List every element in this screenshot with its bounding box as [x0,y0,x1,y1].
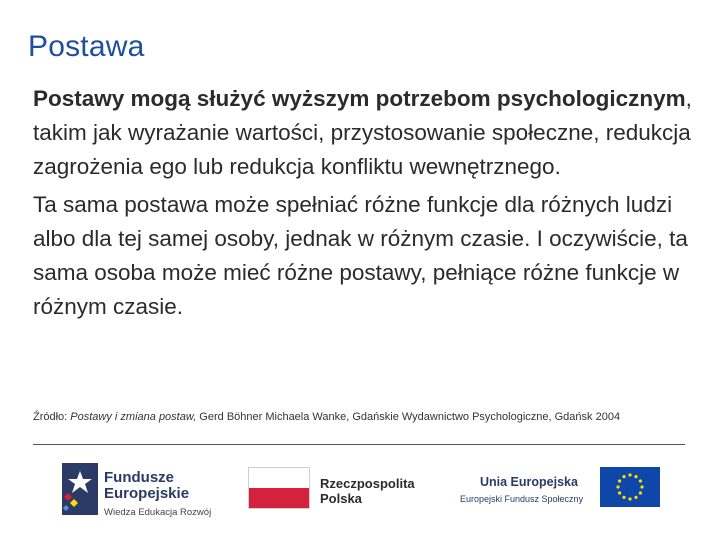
divider-line [33,444,685,445]
fundusze-star-icon [62,463,98,515]
rp-line-2: Polska [320,491,362,506]
eu-star-icon [634,475,637,478]
unia-europejska-logo [460,467,660,512]
source-title: Postawy i zmiana postaw, [70,411,197,423]
source-prefix: Źródło: [33,411,71,423]
rp-line-1: Rzeczpospolita [320,476,415,491]
paragraph-1-rest: , takim jak wyrażanie wartości, przystosowanie społeczne, redukcja zagrożenia ego lub redukcja konfliktu wewnętrznego. [33,86,692,179]
unia-sub: Europejski Fundusz Społeczny [460,494,584,504]
polish-flag-icon [248,467,310,509]
eu-star-icon [634,496,637,499]
eu-star-icon [618,491,621,494]
fundusze-sub: Wiedza Edukacja Rozwój [104,507,212,518]
eu-flag-icon [600,467,660,507]
fundusze-line-1: Fundusze [104,469,174,486]
fundusze-name [104,470,189,502]
rzeczpospolita-name [320,476,415,506]
paragraph-1 [33,82,693,184]
eu-star-icon [616,485,619,488]
slide-title: Postawa [28,30,145,63]
eu-star-icon [628,473,631,476]
fundusze-line-2: Europejskie [104,485,190,502]
eu-star-icon [618,479,621,482]
paragraph-2: Ta sama postawa może spełniać różne funkcje dla różnych ludzi albo dla tej samej osoby, jednak w różnym czasie. I oczywiście, ta sama osoba może mieć różne postawy, pełniące różne funkcje w różnym czasie. [33,192,688,319]
rzeczpospolita-polska-logo [248,467,448,512]
eu-star-icon [639,491,642,494]
source-citation [33,410,673,425]
eu-star-icon [640,485,643,488]
eu-star-icon [628,497,631,500]
eu-star-icon [622,475,625,478]
eu-star-icon [639,479,642,482]
slide-body [33,82,693,324]
footer-logos [0,455,720,525]
eu-star-icon [622,496,625,499]
paragraph-1-bold: Postawy mogą służyć wyższym potrzebom psychologicznym [33,86,686,111]
source-rest: Gerd Böhner Michaela Wanke, Gdańskie Wydawnictwo Psychologiczne, Gdańsk 2004 [196,411,621,423]
fundusze-europejskie-logo [62,463,232,518]
unia-title: Unia Europejska [480,475,578,489]
